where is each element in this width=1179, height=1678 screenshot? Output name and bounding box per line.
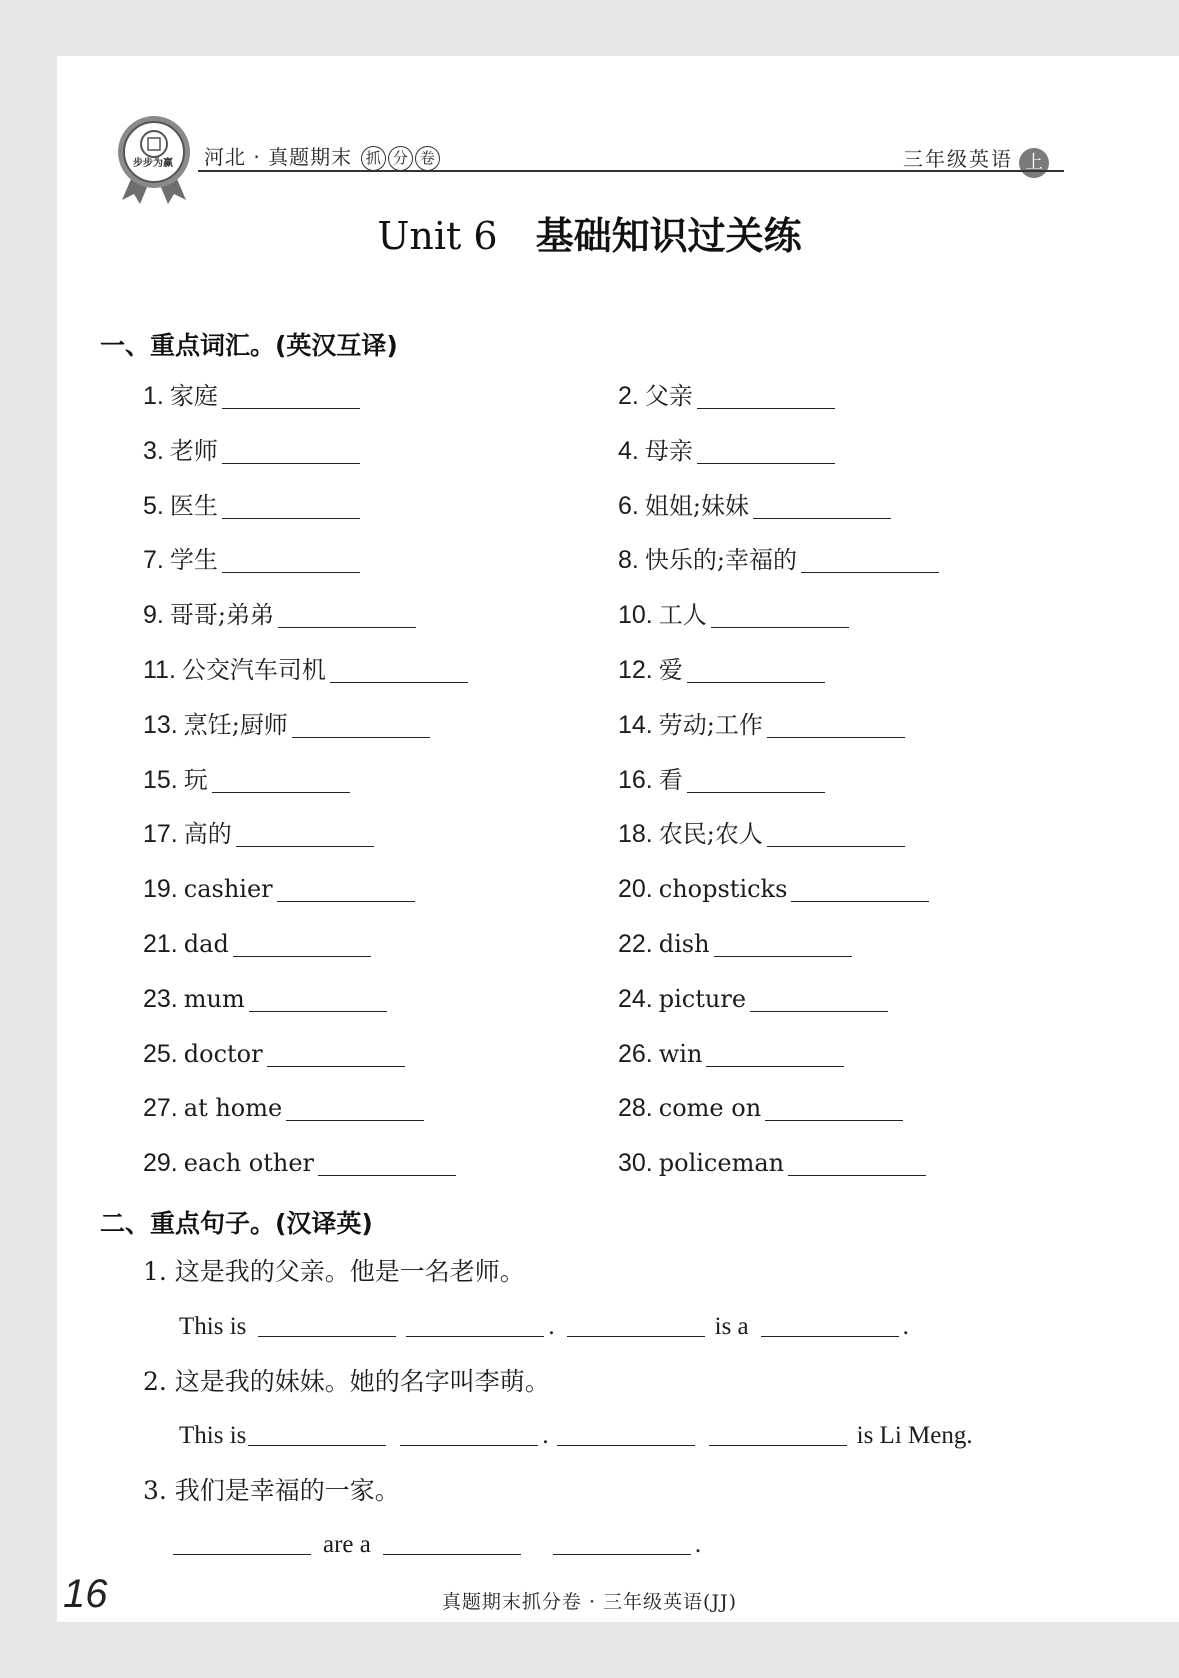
answer-blank[interactable]	[767, 846, 905, 847]
vocab-item	[143, 763, 350, 797]
vocab-number: 30.	[618, 1149, 653, 1177]
vocab-item	[618, 543, 939, 577]
vocab-word: 工人	[658, 601, 707, 629]
vocab-item	[143, 708, 430, 742]
answer-blank[interactable]	[709, 1445, 847, 1446]
answer-blank[interactable]	[767, 737, 905, 738]
answer-punct: .	[542, 1422, 549, 1449]
unit-label: Unit 6	[377, 214, 498, 258]
vocab-item	[618, 872, 929, 906]
vocab-item	[618, 817, 905, 851]
vocab-item	[143, 872, 415, 906]
vocab-item	[618, 1091, 903, 1125]
answer-blank[interactable]	[753, 518, 891, 519]
vocab-number: 21.	[143, 930, 178, 958]
vocab-word: mum	[183, 985, 245, 1013]
vocab-number: 1.	[143, 382, 164, 410]
vocab-word: 老师	[169, 437, 218, 465]
answer-blank[interactable]	[318, 1175, 456, 1176]
answer-blank[interactable]	[697, 408, 835, 409]
answer-blank[interactable]	[222, 518, 360, 519]
answer-blank[interactable]	[553, 1554, 691, 1555]
answer-blank[interactable]	[233, 956, 371, 957]
sentence-prompt-3: 3. 我们是幸福的一家。	[143, 1476, 400, 1505]
vocab-item	[618, 927, 852, 961]
vocab-item	[618, 598, 849, 632]
vocab-word: 姐姐;妹妹	[644, 492, 749, 520]
vocab-item	[618, 434, 835, 468]
vocab-number: 27.	[143, 1094, 178, 1122]
vocab-item	[618, 379, 835, 413]
answer-punct: .	[548, 1313, 555, 1340]
vocab-item	[143, 817, 374, 851]
vocab-item	[143, 982, 387, 1016]
vocab-word: at home	[183, 1094, 283, 1122]
answer-blank[interactable]	[788, 1175, 926, 1176]
vocab-word: 医生	[169, 492, 218, 520]
vocab-item	[618, 982, 888, 1016]
vocab-number: 29.	[143, 1149, 178, 1177]
vocab-number: 9.	[143, 601, 164, 629]
vocab-number: 6.	[618, 492, 639, 520]
sentence-prompt-1: 1. 这是我的父亲。他是一名老师。	[143, 1257, 525, 1286]
vocab-word: 公交汽车司机	[181, 656, 326, 684]
vocab-number: 25.	[143, 1040, 178, 1068]
vocab-item	[618, 489, 891, 523]
vocab-word: 快乐的;幸福的	[644, 546, 797, 574]
footer-text: 真题期末抓分卷 · 三年级英语(JJ)	[441, 1591, 738, 1613]
vocab-word: 家庭	[169, 382, 218, 410]
circled-char: 分	[388, 146, 413, 171]
circled-char: 抓	[361, 146, 386, 171]
vocab-word: doctor	[183, 1040, 263, 1068]
vocab-word: win	[658, 1040, 703, 1068]
vocab-word: policeman	[658, 1149, 785, 1177]
section-1-title: 一、重点词汇。(英汉互译)	[100, 331, 398, 360]
sentence-answer-1	[173, 1313, 909, 1341]
vocab-word: 农民;农人	[658, 820, 763, 848]
vocab-number: 12.	[618, 656, 653, 684]
header-grade	[903, 143, 1049, 178]
vocab-item	[143, 434, 360, 468]
vocab-word: each other	[183, 1149, 315, 1177]
vocab-word: dish	[658, 930, 710, 958]
vocab-item	[618, 1037, 844, 1071]
vocab-number: 13.	[143, 711, 178, 739]
vocab-item	[618, 763, 825, 797]
vocab-number: 14.	[618, 711, 653, 739]
vocab-number: 23.	[143, 985, 178, 1013]
page-number: 16	[63, 1572, 108, 1616]
vocab-item	[618, 653, 825, 687]
vocab-number: 16.	[618, 766, 653, 794]
vocab-number: 3.	[143, 437, 164, 465]
vocab-item	[143, 543, 360, 577]
vocab-number: 26.	[618, 1040, 653, 1068]
sentence-answer-2	[173, 1422, 973, 1450]
vocab-number: 11.	[143, 656, 176, 684]
answer-punct: .	[902, 1313, 909, 1340]
title-text: 基础知识过关练	[535, 214, 802, 258]
vocab-word: 劳动;工作	[658, 711, 763, 739]
vocab-word: 哥哥;弟弟	[169, 601, 274, 629]
vocab-number: 4.	[618, 437, 639, 465]
vocab-word: picture	[658, 985, 747, 1013]
answer-blank[interactable]	[714, 956, 852, 957]
vocab-word: 看	[658, 766, 683, 794]
answer-blank[interactable]	[286, 1120, 424, 1121]
vocab-word: dad	[183, 930, 229, 958]
answer-blank[interactable]	[706, 1066, 844, 1067]
vocab-word: 父亲	[644, 382, 693, 410]
vocab-number: 8.	[618, 546, 639, 574]
answer-blank[interactable]	[248, 1445, 386, 1446]
vocab-word: 学生	[169, 546, 218, 574]
vocab-number: 20.	[618, 875, 653, 903]
vocab-number: 17.	[143, 820, 178, 848]
header-series-title	[204, 141, 440, 171]
answer-blank[interactable]	[406, 1336, 544, 1337]
vocab-number: 19.	[143, 875, 178, 903]
answer-text: is Li Meng.	[856, 1422, 973, 1449]
answer-text: This is	[179, 1422, 247, 1449]
vocab-item	[143, 598, 416, 632]
answer-blank[interactable]	[791, 901, 929, 902]
answer-blank[interactable]	[400, 1445, 538, 1446]
answer-punct: .	[694, 1531, 702, 1558]
section-2-title: 二、重点句子。(汉译英)	[100, 1209, 373, 1238]
answer-blank[interactable]	[761, 1336, 899, 1337]
answer-blank[interactable]	[330, 682, 468, 683]
vocab-number: 2.	[618, 382, 639, 410]
vocab-word: 烹饪;厨师	[183, 711, 288, 739]
vocab-number: 10.	[618, 601, 653, 629]
answer-blank[interactable]	[711, 627, 849, 628]
seal-label: 步步为赢	[133, 158, 173, 169]
vocab-number: 24.	[618, 985, 653, 1013]
vocab-number: 28.	[618, 1094, 653, 1122]
answer-blank[interactable]	[567, 1336, 705, 1337]
answer-blank[interactable]	[697, 463, 835, 464]
answer-blank[interactable]	[258, 1336, 396, 1337]
vocab-item	[143, 1037, 405, 1071]
answer-blank[interactable]	[249, 1011, 387, 1012]
answer-text: This is	[179, 1313, 247, 1340]
answer-blank[interactable]	[801, 572, 939, 573]
vocab-word: cashier	[183, 875, 273, 903]
answer-blank[interactable]	[765, 1120, 903, 1121]
answer-blank[interactable]	[267, 1066, 405, 1067]
answer-blank[interactable]	[222, 463, 360, 464]
answer-blank[interactable]	[687, 682, 825, 683]
header-prefix: 河北 · 真题期末	[204, 145, 353, 169]
answer-blank[interactable]	[383, 1554, 521, 1555]
answer-blank[interactable]	[292, 737, 430, 738]
answer-text: is a	[714, 1313, 749, 1340]
header-grade-text: 三年级英语	[903, 147, 1013, 171]
vocab-item	[143, 1146, 456, 1180]
vocab-item	[143, 379, 360, 413]
vocab-item	[618, 1146, 926, 1180]
vocab-number: 7.	[143, 546, 164, 574]
vocab-number: 15.	[143, 766, 178, 794]
vocab-word: chopsticks	[658, 875, 788, 903]
vocab-item	[143, 489, 360, 523]
vocab-word: 爱	[658, 656, 683, 684]
answer-blank[interactable]	[222, 572, 360, 573]
vocab-item	[143, 653, 468, 687]
answer-blank[interactable]	[557, 1445, 695, 1446]
vocab-word: 玩	[183, 766, 208, 794]
vocab-item	[143, 1091, 424, 1125]
answer-blank[interactable]	[278, 627, 416, 628]
answer-blank[interactable]	[173, 1554, 311, 1555]
sentence-answer-3	[173, 1531, 701, 1559]
answer-blank[interactable]	[212, 792, 350, 793]
circled-char: 卷	[415, 146, 440, 171]
answer-blank[interactable]	[277, 901, 415, 902]
answer-blank[interactable]	[750, 1011, 888, 1012]
vocab-item	[143, 927, 371, 961]
vocab-number: 5.	[143, 492, 164, 520]
answer-text: are a	[323, 1531, 371, 1558]
vocab-number: 18.	[618, 820, 653, 848]
answer-blank[interactable]	[236, 846, 374, 847]
vocab-word: 高的	[183, 820, 232, 848]
vocab-word: come on	[658, 1094, 762, 1122]
header-divider	[198, 170, 1064, 172]
page-title	[0, 205, 1179, 260]
answer-blank[interactable]	[687, 792, 825, 793]
vocab-word: 母亲	[644, 437, 693, 465]
vocab-number: 22.	[618, 930, 653, 958]
vocab-item	[618, 708, 905, 742]
answer-blank[interactable]	[222, 408, 360, 409]
volume-badge: 上	[1019, 148, 1049, 178]
sentence-prompt-2: 2. 这是我的妹妹。她的名字叫李萌。	[143, 1367, 550, 1396]
